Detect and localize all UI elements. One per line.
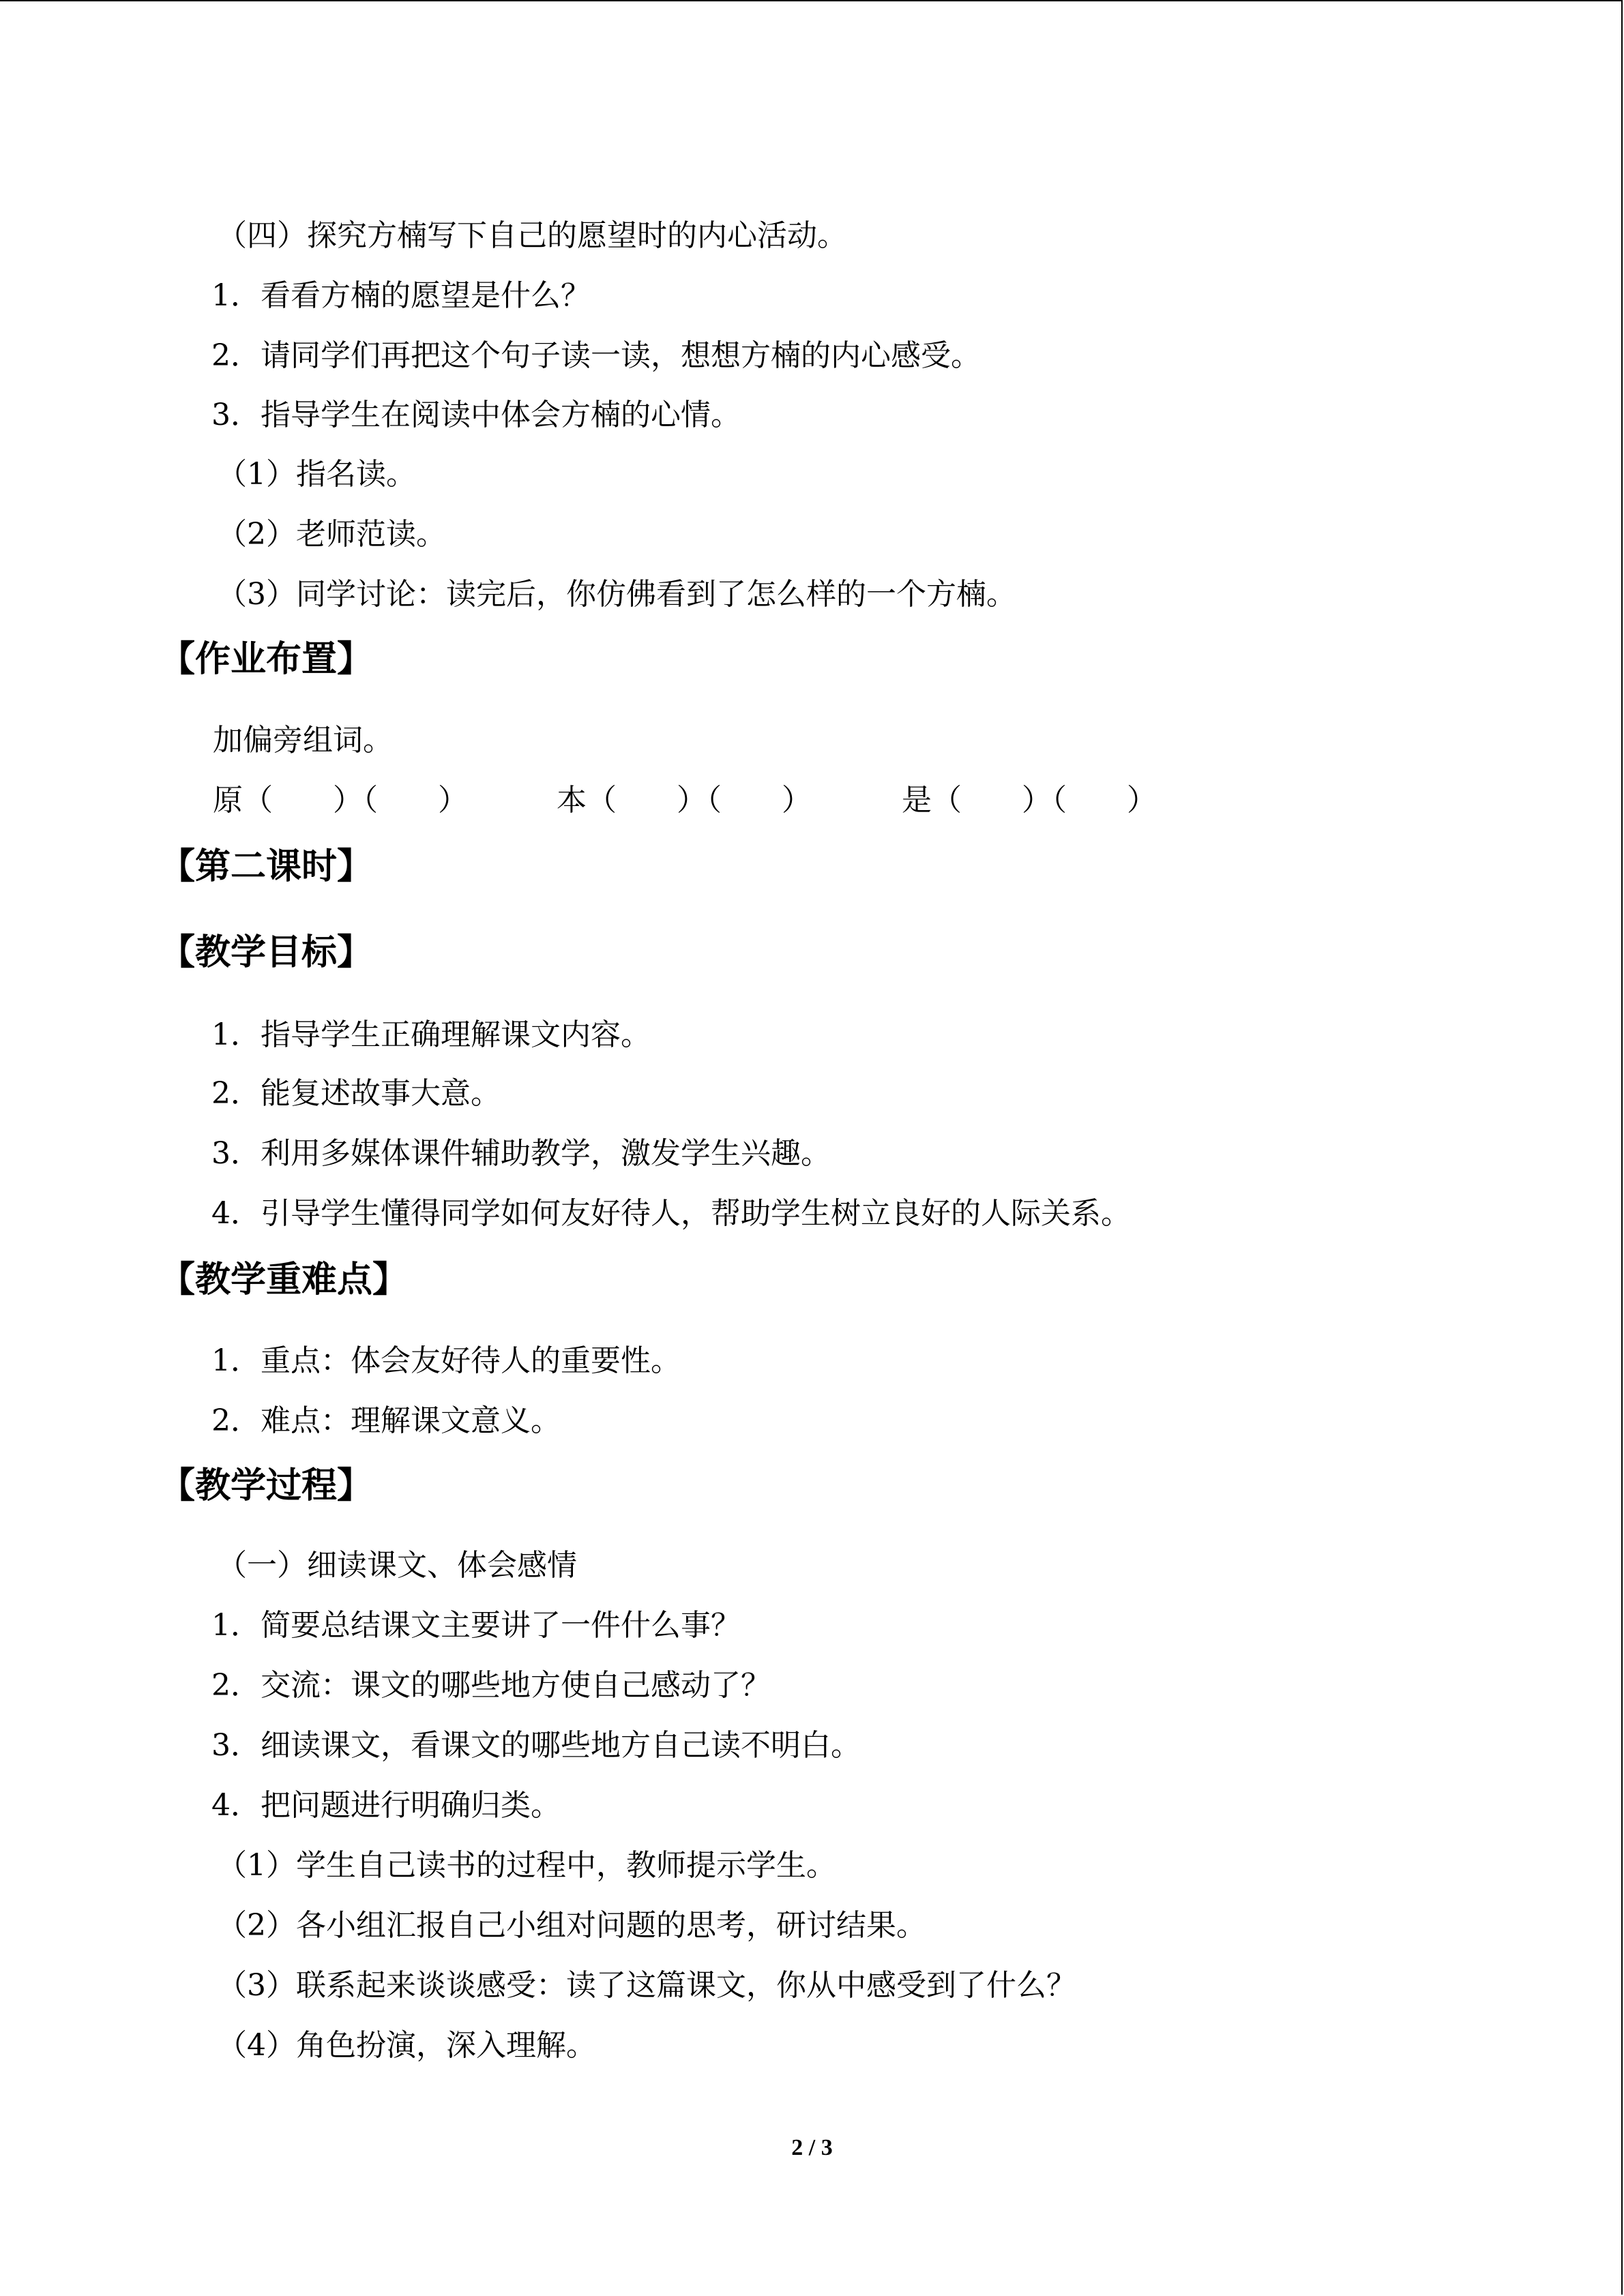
homework-instruction: 加偏旁组词。: [213, 723, 393, 758]
lesson2-heading: 【第二课时】: [160, 846, 373, 887]
process-subitem-2: （2）各小组汇报自己小组对问题的思考，研讨结果。: [217, 1908, 926, 1943]
goals-item-2: 2．能复述故事大意。: [211, 1076, 501, 1111]
homework-fill-1: 原（ ）（ ）: [213, 783, 468, 818]
page-number: 2 / 3: [791, 2135, 833, 2160]
section4-item-2: 2．请同学们再把这个句子读一读，想想方楠的内心感受。: [211, 338, 981, 373]
goals-item-1: 1．指导学生正确理解课文内容。: [211, 1017, 651, 1052]
section4-subitem-1: （1）指名读。: [217, 457, 416, 492]
keypoints-heading: 【教学重难点】: [160, 1259, 409, 1300]
process-item-1: 1．简要总结课文主要讲了一件什么事？: [211, 1608, 741, 1643]
process-subitem-4: （4）角色扮演，深入理解。: [217, 2028, 596, 2063]
process-subitem-3: （3）联系起来谈谈感受：读了这篇课文，你从中感受到了什么？: [217, 1968, 1076, 2003]
process-item-2: 2．交流：课文的哪些地方使自己感动了？: [211, 1668, 771, 1703]
section4-item-3: 3．指导学生在阅读中体会方楠的心情。: [211, 398, 741, 432]
homework-fill-2: 本（ ）（ ）: [557, 783, 812, 818]
keypoints-item-2: 2．难点：理解课文意义。: [211, 1403, 561, 1438]
process-item-4: 4．把问题进行明确归类。: [211, 1788, 561, 1823]
homework-heading: 【作业布置】: [160, 639, 373, 680]
process-subitem-1: （1）学生自己读书的过程中，教师提示学生。: [217, 1848, 836, 1883]
process-title: （一）细读课文、体会感情: [217, 1548, 577, 1583]
homework-fill-3: 是（ ）（ ）: [902, 783, 1157, 818]
process-item-3: 3．细读课文，看课文的哪些地方自己读不明白。: [211, 1728, 861, 1763]
goals-heading: 【教学目标】: [160, 932, 373, 973]
section4-subitem-3: （3）同学讨论：读完后，你仿佛看到了怎么样的一个方楠。: [217, 577, 1016, 612]
section4-subitem-2: （2）老师范读。: [217, 517, 446, 552]
keypoints-item-1: 1．重点：体会友好待人的重要性。: [211, 1343, 681, 1378]
section4-title: （四）探究方楠写下自己的愿望时的内心活动。: [217, 218, 847, 253]
process-heading: 【教学过程】: [160, 1465, 373, 1506]
goals-item-3: 3．利用多媒体课件辅助教学，激发学生兴趣。: [211, 1136, 831, 1171]
section4-item-1: 1．看看方楠的愿望是什么？: [211, 278, 591, 313]
goals-item-4: 4．引导学生懂得同学如何友好待人，帮助学生树立良好的人际关系。: [211, 1196, 1131, 1231]
